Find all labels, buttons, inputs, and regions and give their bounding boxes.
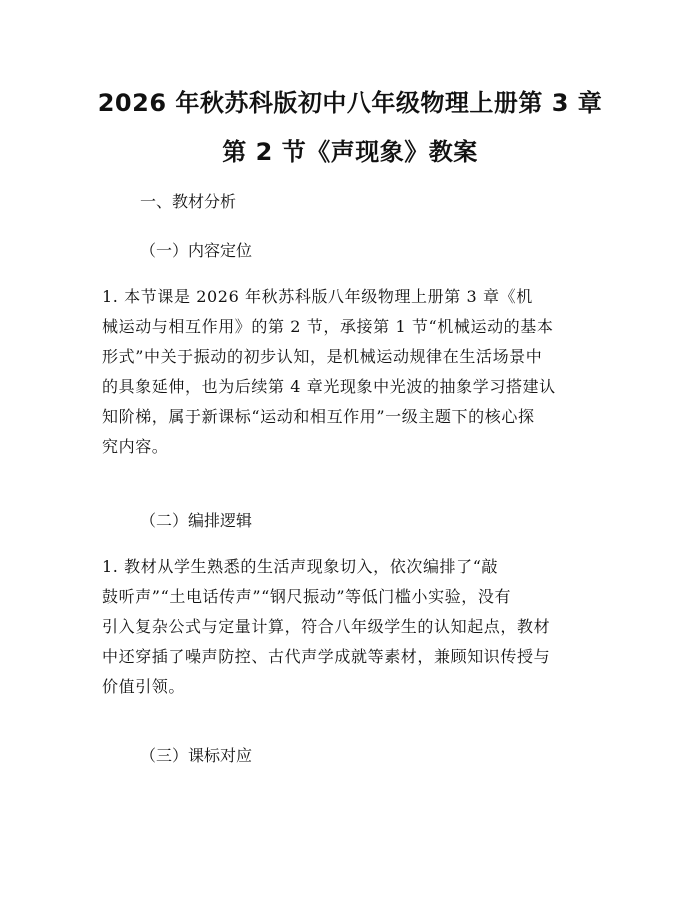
paragraph-line: 1. 教材从学生熟悉的生活声现象切入，依次编排了“敲 bbox=[102, 557, 499, 576]
paragraph-line: 械运动与相互作用》的第 2 节，承接第 1 节“机械运动的基本 bbox=[102, 317, 554, 336]
paragraph-line: 知阶梯，属于新课标“运动和相互作用”一级主题下的核心探 bbox=[102, 407, 535, 426]
document-title-line-2: 第 2 节《声现象》教案 bbox=[222, 138, 478, 166]
paragraph-line: 价值引领。 bbox=[102, 677, 186, 696]
subsection-heading-content-positioning: （一）内容定位 bbox=[140, 241, 253, 260]
paragraph-line: 的具象延伸，也为后续第 4 章光现象中光波的抽象学习搭建认 bbox=[102, 377, 556, 396]
paragraph-line: 究内容。 bbox=[102, 437, 169, 456]
paragraph-line: 中还穿插了噪声防控、古代声学成就等素材，兼顾知识传授与 bbox=[102, 647, 551, 666]
paragraph-arrangement-logic bbox=[102, 552, 602, 702]
paragraph-line: 形式”中关于振动的初步认知，是机械运动规律在生活场景中 bbox=[102, 347, 543, 366]
paragraph-line: 引入复杂公式与定量计算，符合八年级学生的认知起点，教材 bbox=[102, 617, 551, 636]
paragraph-line: 1. 本节课是 2026 年秋苏科版八年级物理上册第 3 章《机 bbox=[102, 287, 533, 306]
subsection-heading-curriculum-standards: （三）课标对应 bbox=[140, 746, 253, 765]
subsection-heading-arrangement-logic: （二）编排逻辑 bbox=[140, 511, 253, 530]
document-title-line-1: 2026 年秋苏科版初中八年级物理上册第 3 章 bbox=[97, 89, 603, 117]
paragraph-line: 鼓听声”“土电话传声”“钢尺振动”等低门槛小实验，没有 bbox=[102, 587, 512, 606]
section-heading-textbook-analysis: 一、教材分析 bbox=[140, 192, 237, 211]
paragraph-content-positioning bbox=[102, 282, 602, 462]
